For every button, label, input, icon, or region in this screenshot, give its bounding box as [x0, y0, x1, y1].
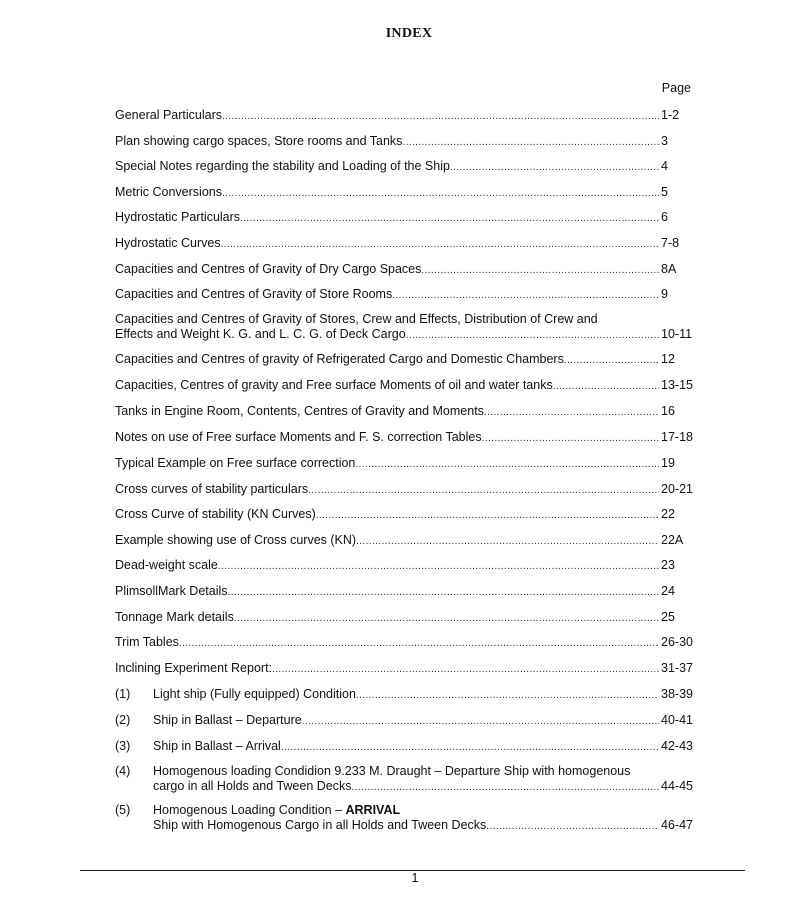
- toc-entry-page: 1-2: [661, 108, 680, 122]
- toc-entry-text-line1: Capacities and Centres of Gravity of Stores, Crew and Effects, Distribution of Crew and: [115, 312, 598, 326]
- dot-leader: [564, 353, 659, 368]
- toc-entry-text: Hydrostatic Curves: [115, 236, 221, 250]
- toc-entry-page: 19: [661, 456, 675, 470]
- toc-entry-text: Special Notes regarding the stability and Loading of the Ship: [115, 159, 450, 173]
- toc-entry-general-particulars[interactable]: [115, 108, 695, 124]
- dot-leader: [392, 288, 659, 303]
- toc-entry-free-surface-example[interactable]: [115, 456, 695, 472]
- toc-entry-text: Capacities and Centres of Gravity of Dry Cargo Spaces: [115, 262, 422, 276]
- dot-leader: [316, 508, 659, 523]
- toc-entry-page: 25: [661, 610, 675, 624]
- toc-entry-page: 22A: [661, 533, 684, 547]
- dot-leader: [228, 585, 659, 600]
- toc-entry-text: Capacities, Centres of gravity and Free surface Moments of oil and water tanks: [115, 378, 553, 392]
- toc-entry-page: 42-43: [661, 739, 693, 753]
- toc-entry-number: (3): [115, 739, 131, 753]
- toc-entry-page: 6: [661, 210, 668, 224]
- toc-entry-number: (1): [115, 687, 131, 701]
- toc-entry-page: 4: [661, 159, 668, 173]
- dot-leader: [179, 636, 659, 651]
- toc-entry-inclining-experiment[interactable]: [115, 661, 695, 677]
- toc-entry-homogenous-departure[interactable]: [115, 764, 695, 795]
- toc-entry-hydrostatic-curves[interactable]: [115, 236, 695, 252]
- toc-entry-engine-room-tanks[interactable]: [115, 404, 695, 420]
- toc-entry-page: 12: [661, 352, 675, 366]
- toc-entry-dry-cargo-spaces[interactable]: [115, 262, 695, 278]
- dot-leader: [281, 740, 659, 755]
- toc-entry-light-ship[interactable]: [115, 687, 695, 703]
- toc-entry-text: Cross curves of stability particulars: [115, 482, 309, 496]
- toc-entry-text: PlimsollMark Details: [115, 584, 228, 598]
- dot-leader: [406, 328, 659, 343]
- toc-entry-page: 22: [661, 507, 675, 521]
- toc-entry-trim-tables[interactable]: [115, 635, 695, 651]
- page-title: INDEX: [385, 26, 433, 41]
- toc-entry-oil-water-tanks[interactable]: [115, 378, 695, 394]
- toc-entry-text: Ship with Homogenous Cargo in all Holds and Tween Decks: [153, 818, 487, 832]
- toc-entry-page: 44-45: [661, 779, 693, 793]
- toc-entry-page: 3: [661, 134, 668, 148]
- toc-entry-ballast-departure[interactable]: [115, 713, 695, 729]
- dot-leader: [221, 237, 659, 252]
- toc-entry-plan-cargo-spaces[interactable]: [115, 134, 695, 150]
- toc-entry-page: 8A: [661, 262, 677, 276]
- toc-entry-page: 16: [661, 404, 675, 418]
- toc-entry-ballast-arrival[interactable]: [115, 739, 695, 755]
- toc-entry-text: Example showing use of Cross curves (KN): [115, 533, 357, 547]
- toc-entry-text: Plan showing cargo spaces, Store rooms and Tanks: [115, 134, 403, 148]
- dot-leader: [218, 559, 659, 574]
- dot-leader: [352, 780, 660, 795]
- toc-entry-text: Typical Example on Free surface correction: [115, 456, 356, 470]
- dot-leader: [222, 186, 659, 201]
- toc-entry-text: Capacities and Centres of gravity of Refrigerated Cargo and Domestic Chambers: [115, 352, 564, 366]
- dot-leader: [421, 263, 659, 278]
- toc-entry-number: (2): [115, 713, 131, 727]
- page-number: 1: [411, 871, 419, 885]
- toc-entry-text-line1: [115, 803, 400, 818]
- toc-entry-page: 40-41: [661, 713, 693, 727]
- dot-leader: [240, 211, 659, 226]
- toc-entry-text-plain: Homogenous Loading Condition –: [153, 803, 346, 817]
- toc-entry-text: Inclining Experiment Report:: [115, 661, 273, 675]
- dot-leader: [234, 611, 659, 626]
- toc-entry-tonnage-mark[interactable]: [115, 610, 695, 626]
- toc-entry-cross-curves-example[interactable]: [115, 533, 695, 549]
- page-column-header: Page: [661, 81, 691, 95]
- toc-entry-text: General Particulars: [115, 108, 222, 122]
- toc-entry-dead-weight-scale[interactable]: [115, 558, 695, 574]
- toc-entry-refrigerated-cargo[interactable]: [115, 352, 695, 368]
- toc-entry-text: Cross Curve of stability (KN Curves): [115, 507, 316, 521]
- toc-entry-text: Notes on use of Free surface Moments and F. S. correction Tables: [115, 430, 482, 444]
- toc-entry-text: Tanks in Engine Room, Contents, Centres of Gravity and Moments: [115, 404, 484, 418]
- toc-entry-plimsoll-mark[interactable]: [115, 584, 695, 600]
- dot-leader: [482, 431, 659, 446]
- toc-entry-page: 46-47: [661, 818, 693, 832]
- toc-entry-kn-curves[interactable]: [115, 507, 695, 523]
- toc-entry-page: 9: [661, 287, 668, 301]
- toc-entry-free-surface-notes[interactable]: [115, 430, 695, 446]
- toc-entry-text: Effects and Weight K. G. and L. C. G. of Deck Cargo: [115, 327, 406, 341]
- toc-entry-store-rooms[interactable]: [115, 287, 695, 303]
- toc-entry-page: 38-39: [661, 687, 693, 701]
- toc-entry-metric-conversions[interactable]: [115, 185, 695, 201]
- toc-entry-text-line1: Homogenous loading Condidion 9.233 M. Draught – Departure Ship with homogenous: [153, 764, 631, 778]
- toc-entry-page: 7-8: [661, 236, 680, 250]
- dot-leader: [308, 483, 659, 498]
- dot-leader: [355, 457, 659, 472]
- toc-entry-text: Ship in Ballast – Arrival: [153, 739, 281, 753]
- dot-leader: [302, 714, 659, 729]
- dot-leader: [356, 534, 659, 549]
- dot-leader: [272, 662, 659, 677]
- toc-entry-text: Ship in Ballast – Departure: [153, 713, 302, 727]
- toc-entry-text: Dead-weight scale: [115, 558, 218, 572]
- toc-entry-text-bold: ARRIVAL: [345, 803, 401, 817]
- toc-entry-page: 5: [661, 185, 668, 199]
- toc-entry-text: Trim Tables: [115, 635, 179, 649]
- toc-entry-stores-crew-effects[interactable]: [115, 312, 695, 343]
- dot-leader: [222, 109, 659, 124]
- toc-entry-text: Hydrostatic Particulars: [115, 210, 241, 224]
- dot-leader: [484, 405, 659, 420]
- toc-entry-page: 26-30: [661, 635, 693, 649]
- toc-entry-page: 10-11: [661, 327, 693, 341]
- toc-entry-page: 17-18: [661, 430, 693, 444]
- dot-leader: [450, 160, 659, 175]
- toc-entry-cross-curves-particulars[interactable]: [115, 482, 695, 498]
- toc-entry-page: 20-21: [661, 482, 693, 496]
- toc-entry-page: 24: [661, 584, 675, 598]
- toc-entry-page: 13-15: [661, 378, 693, 392]
- toc-entry-text: cargo in all Holds and Tween Decks: [153, 779, 352, 793]
- toc-entry-number: (4): [115, 764, 131, 778]
- toc-entry-text: Tonnage Mark details: [115, 610, 234, 624]
- toc-entry-text: Metric Conversions: [115, 185, 222, 199]
- toc-entry-hydrostatic-particulars[interactable]: [115, 210, 695, 226]
- dot-leader: [553, 379, 659, 394]
- toc-entry-text: Capacities and Centres of Gravity of Store Rooms: [115, 287, 393, 301]
- toc-entry-page: 31-37: [661, 661, 693, 675]
- toc-entry-number: (5): [115, 803, 131, 817]
- dot-leader: [356, 688, 659, 703]
- toc-entry-text: Light ship (Fully equipped) Condition: [153, 687, 356, 701]
- toc-entry-page: 23: [661, 558, 675, 572]
- toc-entry-special-notes[interactable]: [115, 159, 695, 175]
- dot-leader: [402, 135, 659, 150]
- dot-leader: [486, 819, 659, 834]
- toc-entry-homogenous-arrival[interactable]: [115, 803, 695, 834]
